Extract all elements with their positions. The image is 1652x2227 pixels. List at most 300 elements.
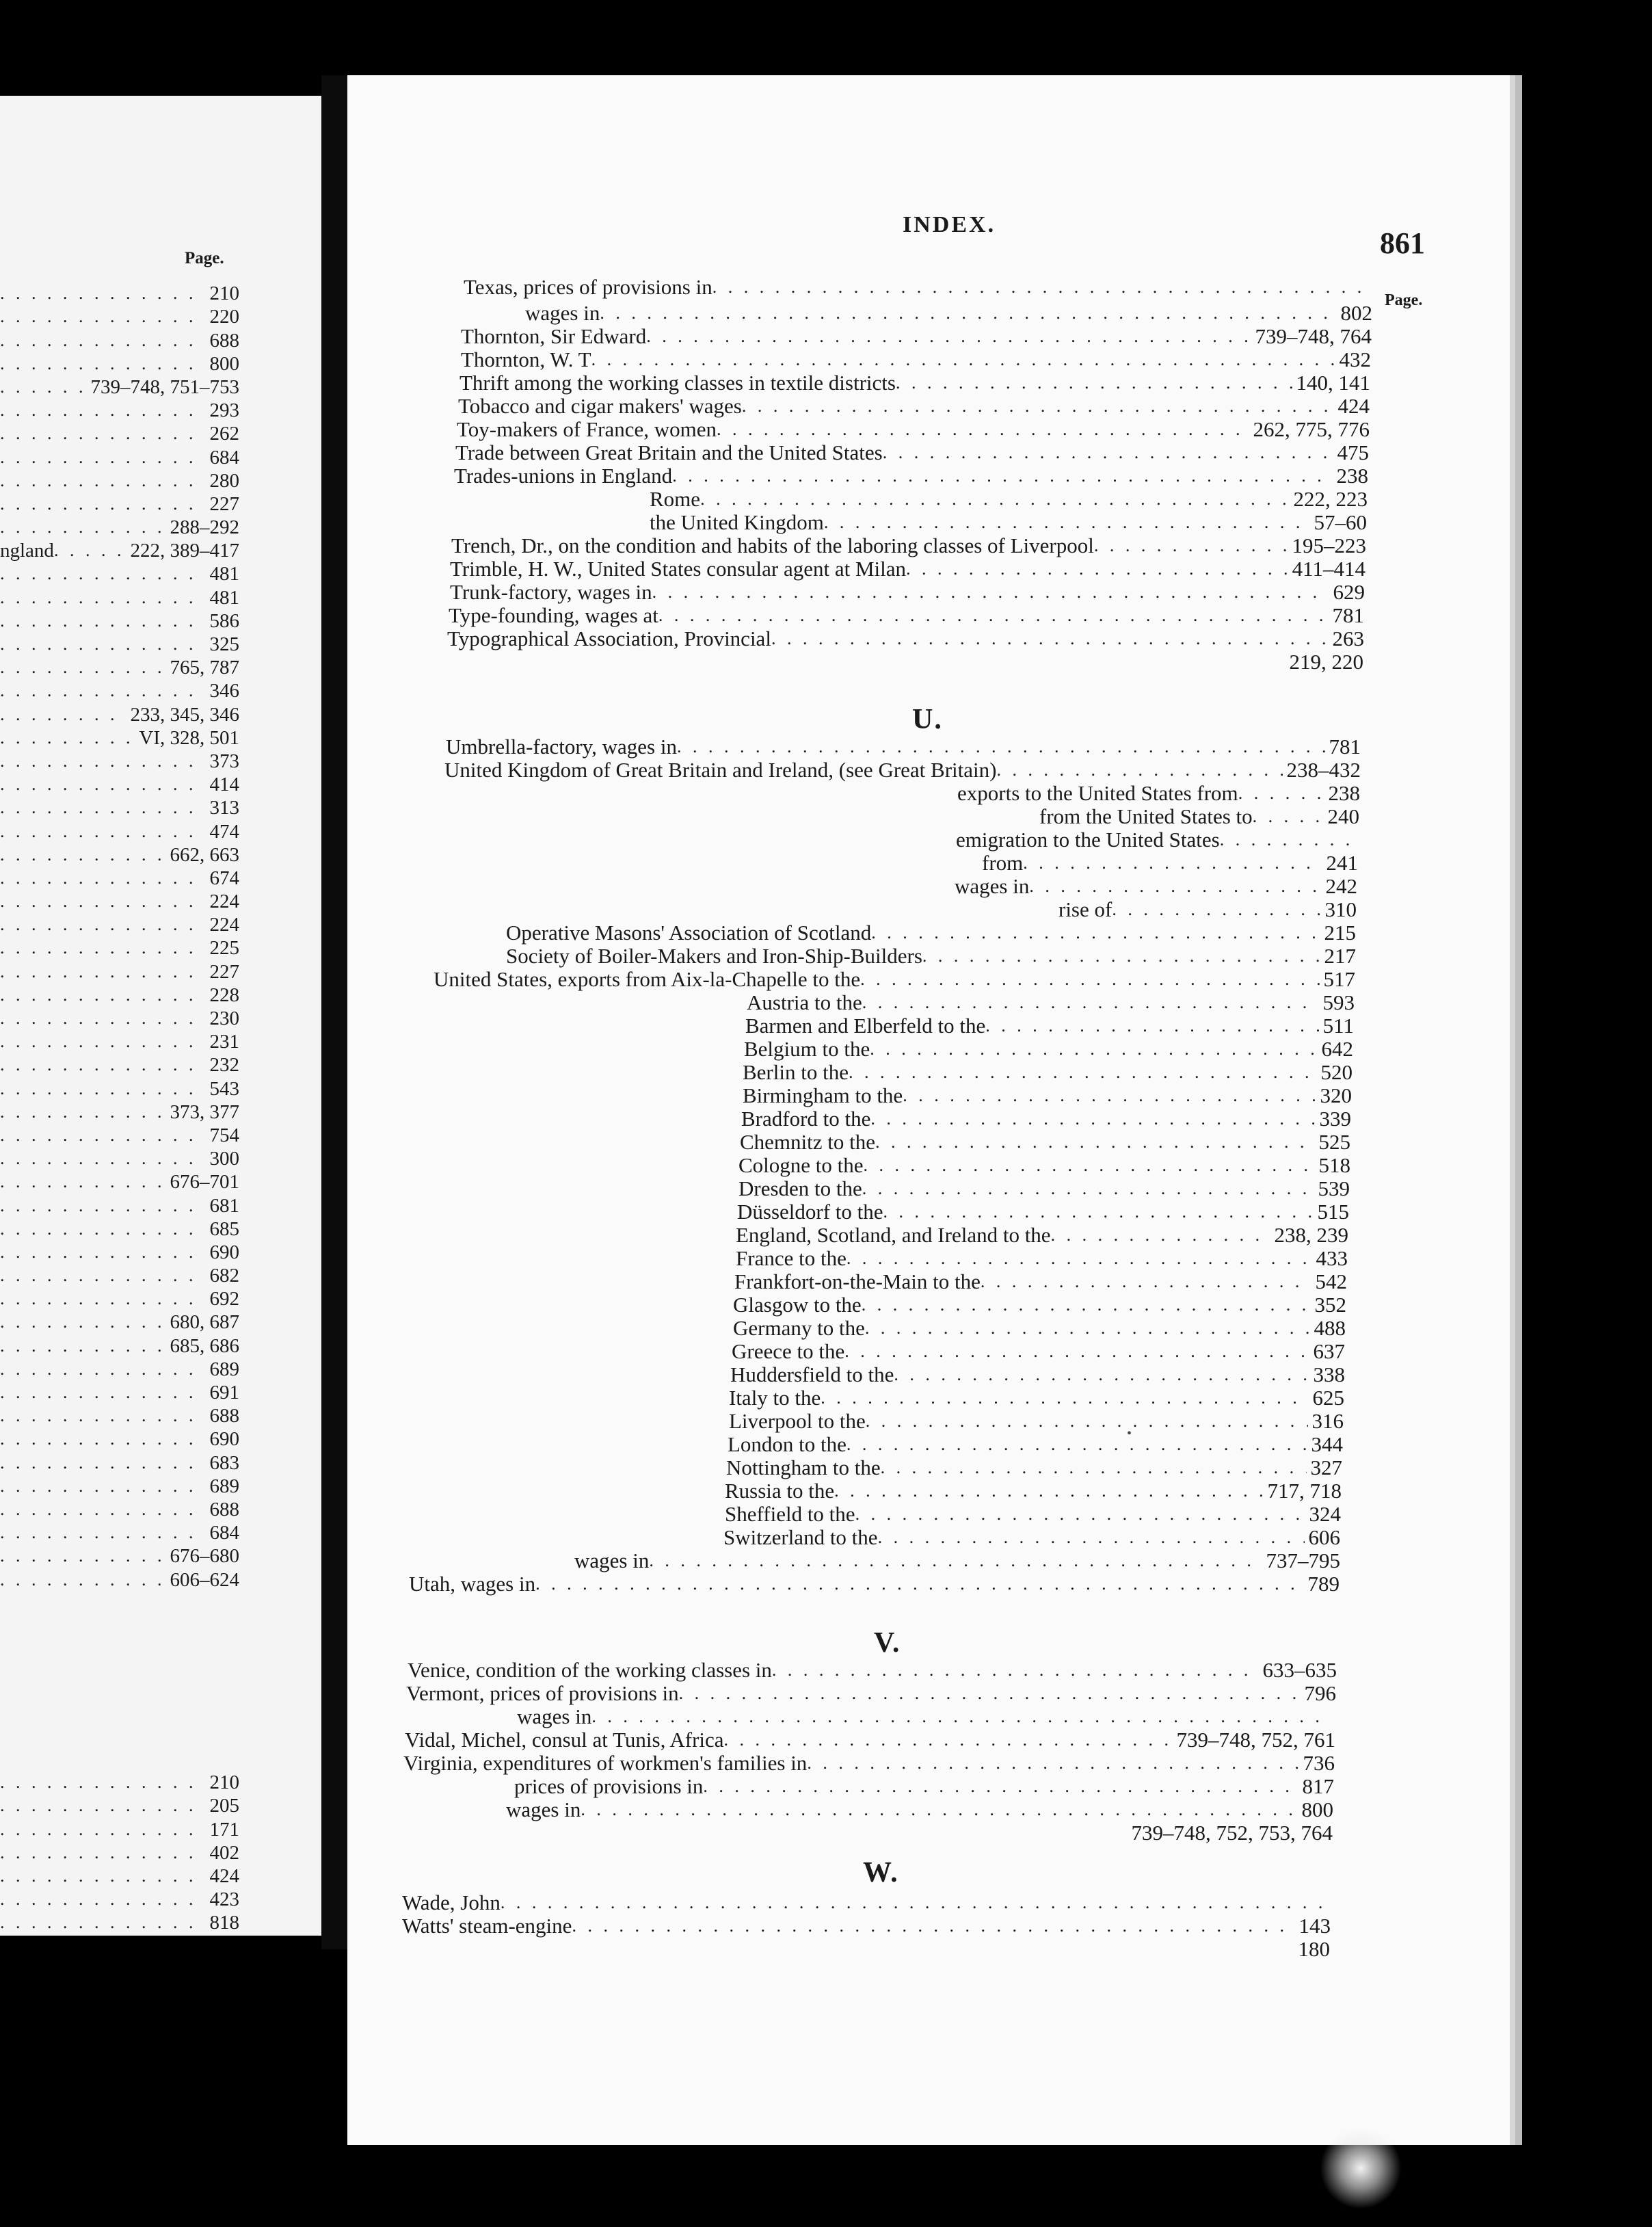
leader-dots [0,423,204,444]
entry-page-numbers: 320 [1320,1083,1352,1107]
leader-dots [883,442,1333,464]
leader-dots [0,1196,204,1216]
index-entry [506,944,1356,967]
leader-dots [0,1312,165,1332]
index-entry [982,851,1358,874]
leader-dots [0,821,204,842]
index-entry [729,1386,1344,1409]
leader-dots [677,736,1325,758]
entry-label: Wade, John [402,1890,501,1914]
left-index-page: 688 [209,1498,239,1520]
entry-page-numbers: 542 [1315,1269,1347,1293]
leader-dots [847,1434,1307,1455]
leader-dots [1253,806,1324,828]
index-entry [514,1774,1334,1797]
leader-dots [0,1546,165,1566]
entry-page-numbers: 222, 223 [1293,487,1368,511]
index-entry [733,1293,1346,1316]
left-index-line [0,351,321,374]
entry-page-numbers: 789 [1307,1572,1340,1596]
left-index-line [0,1380,321,1403]
entry-label: from the United States to [1039,804,1253,828]
index-entry [743,1083,1352,1107]
left-index-line [0,608,321,631]
left-index-line [0,1029,321,1052]
leader-dots [922,945,1320,967]
index-entry [744,1037,1353,1060]
leader-dots [847,1248,1312,1269]
leader-dots [591,349,1335,371]
left-index-page: 230 [209,1007,239,1029]
index-entry [729,1409,1344,1432]
entry-label: Typographical Association, Provincial [447,627,771,650]
entry-page-numbers: 344 [1311,1432,1343,1456]
leader-dots [0,1499,204,1520]
left-index-page: 222, 389–417 [130,540,239,562]
index-entry [451,533,1366,557]
leader-dots [0,306,204,327]
index-entry [737,1200,1349,1223]
entry-label: Russia to the [725,1479,835,1503]
leader-dots [0,330,204,351]
left-index-line [0,935,321,958]
leader-dots [54,540,125,561]
entry-page-numbers: 338 [1313,1362,1345,1386]
left-index-line [0,421,321,444]
left-index-page: 692 [209,1288,239,1310]
leader-dots [0,1172,165,1192]
left-index-page: 231 [209,1031,239,1053]
leader-dots [1220,829,1355,851]
section-letter: W. [863,1857,899,1888]
index-entry [457,417,1370,440]
entry-page-numbers: 238 [1336,464,1368,488]
left-index-line [0,655,321,678]
left-index-line [0,701,321,724]
leader-dots [0,774,204,795]
left-index-line [0,1449,321,1473]
index-entry [736,1246,1348,1269]
left-index-page: 325 [209,633,239,655]
left-index-line [0,397,321,421]
left-index-line [0,1473,321,1497]
index-entry [728,1432,1343,1455]
entry-page-numbers: 310 [1324,897,1357,921]
entry-label: United States, exports from Aix-la-Chapelle to the [434,967,861,991]
index-entry [733,1316,1346,1339]
entry-label: Vermont, prices of provisions in [406,1681,679,1705]
left-index-line [0,1122,321,1146]
leader-dots [866,1410,1308,1432]
leader-dots [883,1201,1314,1223]
index-entry [444,758,1361,781]
leader-dots [0,1336,165,1356]
leader-dots [703,1776,1298,1797]
index-entry [747,990,1355,1014]
page-number: 861 [1380,226,1425,260]
left-index-page: 690 [209,1241,239,1263]
leader-dots [860,968,1319,990]
left-index-line [0,304,321,327]
index-entry [405,1728,1335,1751]
leader-dots [581,1799,1297,1821]
leader-dots [0,1289,204,1309]
leader-dots [0,1476,204,1497]
left-index-line [0,538,321,561]
left-index-line [0,1005,321,1029]
left-index-page: 224 [209,891,239,912]
left-index-page: VI, 328, 501 [139,726,239,748]
index-entry [1039,804,1359,828]
leader-dots [0,845,165,865]
left-index-page: 690 [209,1428,239,1450]
left-index-line [0,1309,321,1332]
leader-dots [906,558,1288,580]
leader-dots [0,1125,204,1146]
left-index-line [0,1543,321,1566]
book-gutter [321,75,347,1949]
entry-page-numbers: 240 [1327,804,1359,828]
entry-label: rise of [1058,897,1113,921]
entry-label: Vidal, Michel, consul at Tunis, Africa [405,1728,724,1752]
entry-label: Type-founding, wages at [449,603,658,627]
left-index-page: 280 [209,469,239,491]
leader-dots [0,354,204,374]
page-column-heading: Page. [1385,291,1423,309]
entry-label: Italy to the [729,1386,821,1410]
entry-label: Venice, condition of the working classes in [408,1658,772,1682]
entry-label: Liverpool to the [729,1409,866,1433]
left-index-page: 688 [209,1405,239,1427]
index-entry [574,1549,1340,1572]
leader-dots [658,605,1329,627]
leader-dots [864,1155,1315,1176]
entry-label: Thornton, Sir Edward [461,324,647,348]
left-index-line [0,982,321,1005]
entry-page-numbers: 739–748, 752, 753, 764 [1131,1821,1333,1845]
entry-page-numbers: 800 [1301,1797,1333,1821]
left-index-line [0,725,321,748]
entry-page-numbers: 642 [1321,1037,1353,1061]
leader-dots [0,1031,204,1052]
index-entry [506,1821,1333,1844]
leader-dots [0,914,204,935]
entry-label: London to the [728,1432,847,1456]
leader-dots [771,628,1329,650]
left-index-page: 684 [209,1522,239,1544]
leader-dots [0,1866,204,1886]
leader-dots [0,704,125,725]
leader-dots [870,1038,1317,1060]
index-entry [955,874,1357,897]
left-index-page: 606–624 [170,1568,239,1590]
index-entry [741,1107,1351,1130]
leader-dots [0,1523,204,1543]
left-index-page: 205 [209,1795,239,1817]
leader-dots [0,377,85,397]
index-entry [406,1681,1336,1704]
entry-label: Trunk-factory, wages in [450,580,652,604]
left-index-line [0,1520,321,1543]
left-index-page: 228 [209,984,239,1005]
leader-dots [878,1527,1305,1549]
index-entry [408,1658,1337,1681]
index-entry [447,627,1364,650]
leader-dots [0,517,165,538]
entry-label: wages in [574,1549,650,1572]
index-entry [956,828,1359,851]
index-entry [732,1339,1345,1362]
entry-label: Huddersfield to the [730,1362,894,1386]
leader-dots [724,1729,1173,1751]
index-entry [725,1502,1341,1525]
entry-page-numbers: 339 [1319,1107,1351,1131]
entry-label: Trench, Dr., on the condition and habits of the laboring classes of Liverpool [451,533,1094,557]
index-entry [458,394,1370,417]
left-index-page: 424 [209,1864,239,1886]
index-entry [402,1937,1330,1960]
leader-dots [712,276,1369,298]
entry-label: Thrift among the working classes in textile districts [459,371,896,395]
leader-dots [865,1317,1310,1339]
leader-dots [981,1271,1311,1293]
left-index-page: 300 [209,1148,239,1170]
entry-page-numbers: 539 [1318,1176,1350,1200]
left-index-line [0,772,321,795]
left-index-line [0,514,321,538]
leader-dots [0,1912,204,1933]
left-index-line [0,1332,321,1356]
entry-label: Watts' steam-engine [402,1914,572,1938]
leader-dots [862,1178,1314,1200]
left-index-line [0,1886,321,1910]
entry-page-numbers: 625 [1312,1386,1344,1410]
leader-dots [0,1795,204,1816]
left-index-list-continued [0,1769,321,1936]
left-index-page: 414 [209,774,239,795]
left-index-page: 818 [209,1912,239,1934]
leader-dots [0,1265,204,1286]
entry-page-numbers: 520 [1320,1060,1353,1084]
left-index-page: 682 [209,1265,239,1287]
entry-page-numbers: 352 [1314,1293,1346,1317]
index-entry [957,781,1360,804]
entry-page-numbers: 242 [1325,874,1357,898]
index-entry [650,510,1367,533]
entry-label: Virginia, expenditures of workmen's families in [403,1751,808,1775]
leader-dots [535,1573,1303,1595]
left-index-line [0,1816,321,1839]
index-entry [734,1269,1347,1293]
leader-dots [0,1148,204,1169]
leader-dots [0,962,204,982]
left-index-line [0,491,321,514]
index-entry [745,1014,1354,1037]
left-index-page: 233, 345, 346 [130,703,239,725]
leader-dots [772,1659,1259,1681]
leader-dots [834,1480,1263,1502]
left-index-line [0,795,321,818]
entry-page-numbers: 517 [1323,967,1355,991]
leader-dots [0,634,204,655]
entry-page-numbers: 637 [1313,1339,1345,1363]
left-index-page: 227 [209,492,239,514]
entry-label: Thornton, W. T [461,347,591,371]
entry-label: Sheffield to the [725,1502,855,1526]
left-index-line [0,1099,321,1122]
leader-dots [0,1079,204,1099]
left-index-line [0,1426,321,1449]
left-index-page: 227 [209,960,239,982]
leader-dots [0,751,204,772]
left-index-page: 681 [209,1194,239,1216]
index-entry [736,1223,1348,1246]
index-entry [740,1130,1350,1153]
leader-dots [0,1772,204,1793]
entry-page-numbers: 215 [1324,921,1356,945]
leader-dots [700,488,1289,510]
entry-page-numbers: 195–223 [1292,533,1366,557]
leader-dots [672,465,1332,487]
leader-dots [0,283,204,304]
leader-dots [881,1457,1307,1479]
left-index-line [0,865,321,888]
left-index-line [0,1933,321,1936]
entry-label: Rome [650,487,701,511]
entry-page-numbers: 488 [1314,1316,1346,1340]
entry-label: Austria to the [747,990,862,1014]
index-entry [461,324,1372,347]
entry-label: Dresden to the [738,1176,862,1200]
index-entry [517,1704,1336,1728]
entry-page-numbers: 606 [1308,1525,1340,1549]
entry-label: emigration to the United States [956,828,1220,852]
left-index-page: 481 [209,586,239,608]
entry-page-numbers: 511 [1322,1014,1354,1038]
entry-page-numbers: 238, 239 [1274,1223,1348,1247]
entry-label: Society of Boiler-Makers and Iron-Ship-Builders [506,944,922,968]
index-entry [738,1153,1350,1176]
leader-dots [0,400,204,421]
leader-dots [652,581,1329,603]
left-index-page: 171 [209,1818,239,1840]
leader-dots [1094,535,1288,557]
entry-label: Trades-unions in England [454,464,673,488]
entry-label: Utah, wages in [409,1572,536,1596]
entry-page-numbers: 238 [1328,781,1360,805]
leader-dots [1051,1224,1270,1246]
leader-dots [844,1341,1309,1362]
leader-dots [0,1219,204,1239]
left-index-line [0,1263,321,1286]
entry-page-numbers: 424 [1337,394,1370,418]
left-index-line [0,1286,321,1309]
entry-label: Cologne to the [738,1153,864,1177]
leader-dots [0,1819,204,1840]
left-index-page: 689 [209,1475,239,1497]
index-entry [506,1797,1333,1821]
entry-label: Germany to the [733,1316,865,1340]
index-entry [738,1176,1350,1200]
leader-dots [646,326,1251,347]
leader-dots [849,1062,1317,1083]
entry-page-numbers: 327 [1310,1455,1342,1479]
left-index-line [0,1566,321,1590]
index-entry [725,1479,1342,1502]
entry-page-numbers: 238–432 [1286,758,1361,782]
entry-page-numbers: 796 [1304,1681,1336,1705]
left-index-page: 676–701 [170,1171,239,1193]
leader-dots [0,938,204,958]
left-index-page: 683 [209,1451,239,1473]
leader-dots [807,1752,1298,1774]
index-entry [525,301,1372,324]
entry-page-numbers: 143 [1298,1914,1331,1938]
entry-page-numbers: 324 [1309,1502,1341,1526]
leader-dots [0,985,204,1005]
left-index-line [0,1075,321,1098]
left-index-line [0,327,321,350]
left-index-line [0,374,321,397]
left-index-page: 754 [209,1124,239,1146]
leader-dots [0,1242,204,1263]
index-entry [450,580,1365,603]
left-index-line [0,1052,321,1075]
index-entry [402,1914,1331,1937]
left-index-page: 220 [209,306,239,328]
running-head: INDEX. [903,212,996,237]
left-index-line [0,1403,321,1426]
leader-dots [894,1364,1309,1386]
leader-dots [591,1706,1332,1728]
left-index-page: 676–680 [170,1545,239,1567]
left-index-line [0,1863,321,1886]
left-index-page: 684 [209,446,239,468]
index-entry [1058,897,1357,921]
entry-page-numbers: 739–748, 764 [1255,324,1372,348]
left-page-heading: Page. [185,249,224,267]
left-index-page: 346 [209,680,239,702]
leader-dots [985,1015,1318,1037]
left-index-line [0,1192,321,1215]
left-index-line [0,818,321,841]
leader-dots [600,302,1336,324]
leader-dots [903,1085,1316,1107]
leader-dots [871,922,1320,944]
leader-dots [0,891,204,912]
left-page [0,96,321,1936]
leader-dots [996,759,1282,781]
entry-page-numbers: 633–635 [1262,1658,1337,1682]
leader-dots [0,564,204,584]
entry-page-numbers: 316 [1311,1409,1344,1433]
left-index-page: 373, 377 [170,1101,239,1122]
light-glare [1320,2127,1402,2209]
leader-dots [0,728,133,748]
left-index-page: 313 [209,797,239,819]
entry-page-numbers: 781 [1332,603,1364,627]
leader-dots [501,1892,1327,1914]
entry-label: Belgium to the [744,1037,870,1061]
left-index-page: 224 [209,914,239,936]
leader-dots [0,1055,204,1075]
left-index-page: 662, 663 [170,843,239,865]
entry-page-numbers: 781 [1329,735,1361,759]
leader-dots [0,1570,165,1590]
left-index-list [0,280,321,1590]
entry-label: Chemnitz to the [740,1130,876,1154]
left-index-line [0,888,321,912]
